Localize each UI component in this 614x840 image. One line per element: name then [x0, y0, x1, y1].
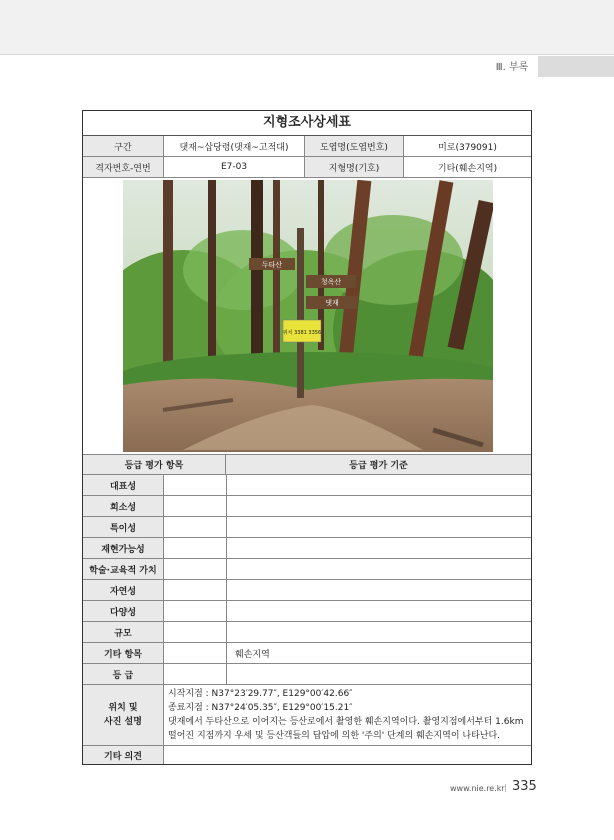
- section-value: 댓재~삽당령(댓재~고적대): [164, 136, 305, 156]
- eval-item-header: 등급 평가 항목: [83, 455, 226, 474]
- eval-criteria-cell: [227, 601, 531, 621]
- description-line: 떨어진 지점까지 우세 및 등산객들의 답압에 의한 '주의' 단계의 훼손지역이 나타난다.: [168, 731, 501, 741]
- sign-notice: 위치 3381 3356: [282, 330, 322, 336]
- eval-item-label: 학술·교육적 가치: [83, 559, 164, 579]
- section-header: Ⅲ. 부록: [495, 62, 529, 73]
- eval-grade-cell: [164, 517, 227, 537]
- eval-grade-cell: [164, 475, 227, 495]
- eval-grade-cell: [164, 643, 227, 663]
- eval-row: [83, 643, 531, 664]
- eval-row: [83, 664, 531, 685]
- location-row: [83, 685, 531, 746]
- eval-item-label: 다양성: [83, 601, 164, 621]
- eval-row: [83, 580, 531, 601]
- eval-grade-cell: [164, 580, 227, 600]
- eval-row: [83, 475, 531, 496]
- eval-row: [83, 496, 531, 517]
- footer-url: www.nie.re.kr: [450, 784, 505, 793]
- eval-grade-cell: [164, 664, 227, 684]
- location-label: 위치 및 사진 설명: [83, 685, 164, 745]
- survey-form: [82, 110, 532, 765]
- eval-header: [83, 455, 531, 475]
- eval-row: [83, 559, 531, 580]
- photo-cell: [83, 178, 531, 455]
- eval-grade-cell: [164, 538, 227, 558]
- other-opinion-value: [164, 746, 531, 764]
- eval-grade-cell: [164, 601, 227, 621]
- eval-item-label: 등 급: [83, 664, 164, 684]
- eval-grade-cell: [164, 496, 227, 516]
- eval-item-label: 특이성: [83, 517, 164, 537]
- eval-grade-cell: [164, 622, 227, 642]
- eval-criteria-header: 등급 평가 기준: [349, 461, 408, 471]
- eval-item-label: 대표성: [83, 475, 164, 495]
- eval-criteria-cell: [227, 517, 531, 537]
- eval-row: [83, 538, 531, 559]
- eval-criteria-cell: [227, 538, 531, 558]
- info-row-2: [83, 157, 531, 178]
- grid-value: E7-03: [164, 157, 305, 177]
- other-opinion-row: [83, 746, 531, 764]
- sign-daetjae: 댓재: [325, 299, 339, 307]
- eval-item-label: 기타 항목: [83, 643, 164, 663]
- start-point: 시작지점 : N37°23′29.77″, E129°00′42.66″: [168, 689, 353, 699]
- section-header-tab: [538, 56, 614, 77]
- eval-criteria-cell: [227, 580, 531, 600]
- grid-label: 격자번호-연번: [83, 157, 164, 177]
- eval-item-label: 희소성: [83, 496, 164, 516]
- info-row-1: [83, 136, 531, 157]
- form-title: 지형조사상세표: [83, 111, 531, 136]
- landform-value: 기타(훼손지역): [437, 163, 498, 174]
- eval-row: [83, 622, 531, 643]
- location-description: [164, 685, 531, 745]
- map-sheet-value: 미로(379091): [438, 142, 497, 153]
- eval-row: [83, 517, 531, 538]
- eval-item-label: 규모: [83, 622, 164, 642]
- site-photo: [123, 180, 493, 452]
- eval-item-label: 재현가능성: [83, 538, 164, 558]
- footer-separator: |: [504, 783, 507, 792]
- other-opinion-label: 기타 의견: [83, 746, 164, 764]
- end-point: 종료지점 : N37°24′05.35″, E129°00′15.21″: [168, 703, 353, 713]
- page-number: 335: [512, 779, 537, 794]
- eval-row: [83, 601, 531, 622]
- sign-cheongoksan: 청옥산: [320, 278, 342, 286]
- eval-criteria-cell: [227, 664, 531, 684]
- eval-rows: [83, 475, 531, 685]
- eval-criteria-cell: [227, 559, 531, 579]
- eval-criteria-cell: [227, 496, 531, 516]
- eval-item-label: 자연성: [83, 580, 164, 600]
- section-label: 구간: [83, 136, 164, 156]
- landform-label: 지형명(기호): [305, 157, 404, 177]
- top-band: [0, 0, 614, 54]
- description-line: 댓재에서 두타산으로 이어지는 등산로에서 촬영한 훼손지역이다. 촬영지점에서부터 1.6km: [168, 717, 524, 727]
- sign-dutasan: 두타산: [261, 261, 283, 269]
- top-divider: [0, 54, 614, 55]
- eval-criteria-cell: [227, 622, 531, 642]
- map-sheet-label: 도엽명(도엽번호): [305, 136, 404, 156]
- eval-criteria-cell: 훼손지역: [235, 649, 270, 660]
- eval-criteria-cell: [227, 475, 531, 495]
- eval-grade-cell: [164, 559, 227, 579]
